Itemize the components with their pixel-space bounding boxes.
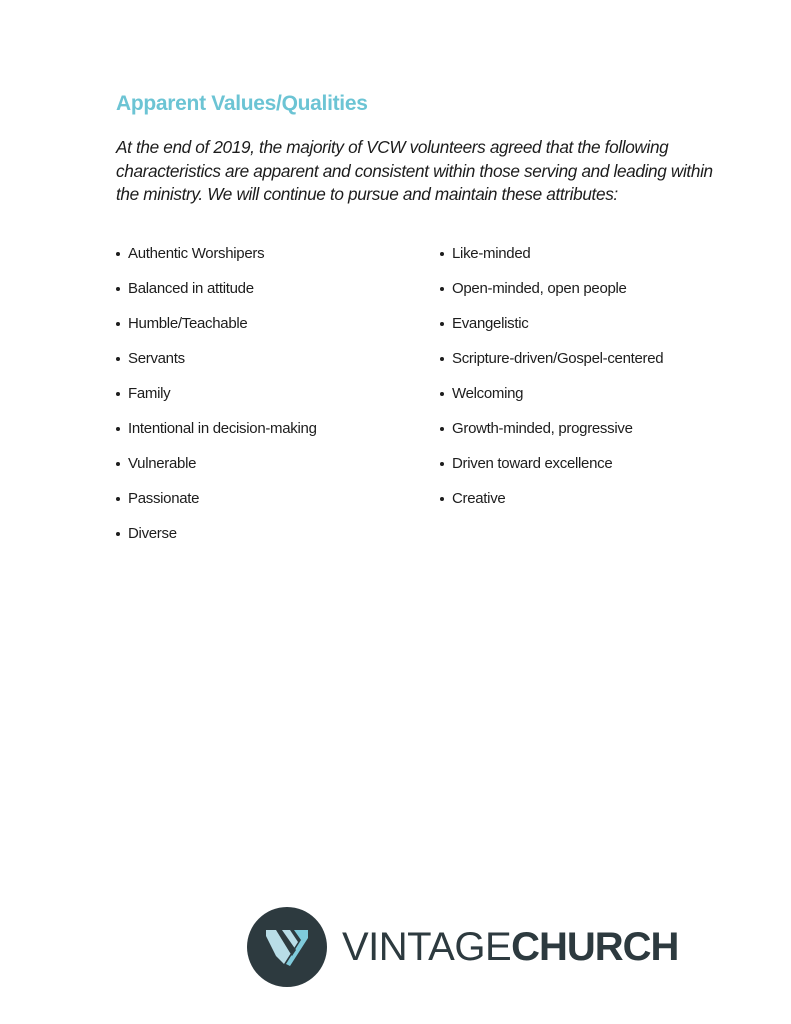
list-item: [116, 488, 416, 523]
vintage-church-logo: [246, 906, 679, 990]
logo-wordmark: [342, 924, 678, 970]
list-item: [440, 313, 760, 348]
bullet-icon: [440, 357, 444, 361]
list-item: [116, 383, 416, 418]
value-label: Like-minded: [452, 245, 531, 262]
vintage-church-shield-icon: [246, 906, 328, 988]
bullet-icon: [116, 357, 120, 361]
value-label: Authentic Worshipers: [128, 245, 265, 262]
value-label: Intentional in decision-making: [128, 420, 317, 437]
list-item: [116, 348, 416, 383]
list-item: [116, 313, 416, 348]
bullet-icon: [116, 287, 120, 291]
value-label: Scripture-driven/Gospel-centered: [452, 350, 664, 367]
list-item: [440, 243, 760, 278]
list-item: [440, 488, 760, 523]
bullet-icon: [116, 497, 120, 501]
list-item: [440, 418, 760, 453]
bullet-icon: [440, 392, 444, 396]
bullet-icon: [440, 322, 444, 326]
list-item: [116, 523, 416, 558]
list-item: [116, 278, 416, 313]
bullet-icon: [116, 252, 120, 256]
list-item: [440, 348, 760, 383]
bullet-icon: [440, 252, 444, 256]
bullet-icon: [116, 462, 120, 466]
bullet-icon: [440, 427, 444, 431]
list-item: [440, 383, 760, 418]
bullet-icon: [440, 497, 444, 501]
intro-paragraph: At the end of 2019, the majority of VCW volunteers agreed that the following characteristics are apparent and consistent within those serving and leading within the ministry. We will continue to pursue and maintain these attributes:: [116, 137, 713, 204]
list-item: [116, 418, 416, 453]
value-label: Driven toward excellence: [452, 455, 613, 472]
value-label: Balanced in attitude: [128, 280, 254, 297]
value-label: Welcoming: [452, 385, 524, 402]
value-label: Vulnerable: [128, 455, 197, 472]
bullet-icon: [440, 287, 444, 291]
value-label: Diverse: [128, 525, 177, 542]
value-label: Family: [128, 385, 171, 402]
value-label: Passionate: [128, 490, 200, 507]
value-label: Growth-minded, progressive: [452, 420, 633, 437]
bullet-icon: [116, 532, 120, 536]
logo-word-church: CHURCH: [511, 925, 679, 969]
values-list-right: [440, 243, 760, 523]
bullet-icon: [440, 462, 444, 466]
values-list-left: [116, 243, 416, 558]
bullet-icon: [116, 427, 120, 431]
value-label: Humble/Teachable: [128, 315, 248, 332]
list-item: [116, 453, 416, 488]
logo-word-vintage: VINTAGE: [342, 925, 512, 969]
list-item: [116, 243, 416, 278]
value-label: Servants: [128, 350, 185, 367]
value-label: Open-minded, open people: [452, 280, 627, 297]
value-label: Evangelistic: [452, 315, 529, 332]
value-label: Creative: [452, 490, 506, 507]
bullet-icon: [116, 322, 120, 326]
section-title: Apparent Values/Qualities: [116, 92, 368, 115]
bullet-icon: [116, 392, 120, 396]
list-item: [440, 278, 760, 313]
list-item: [440, 453, 760, 488]
